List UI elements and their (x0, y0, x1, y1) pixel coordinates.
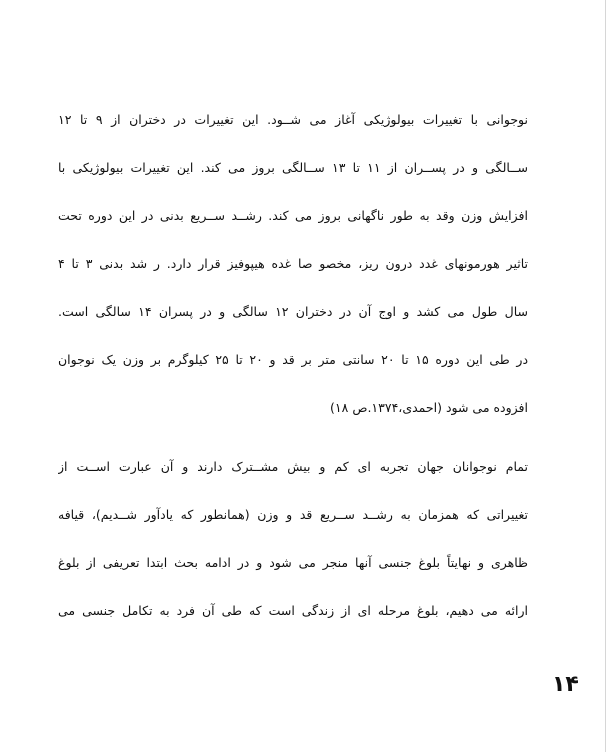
paragraph-line: ســالگی و در پســران از ۱۱ تا ۱۳ ســالگی بروز می کند. این تغییرات بیولوژیکی با (58, 160, 528, 175)
paragraph-line: تاثیر هورمونهای غدد درون ریز، مخصو صا غده هیپوفیز قرار دارد. ر شد بدنی ۳ تا ۴ (58, 256, 528, 271)
paragraph-physical-growth (58, 111, 528, 447)
paragraph-line: در طی این دوره ۱۵ تا ۲۰ سانتی متر بر قد و ۲۰ تا ۲۵ کیلوگرم بر وزن یک نوجوان (58, 352, 528, 367)
paragraph-line: ارائه می دهیم، بلوغ مرحله ای از زندگی است که طی آن فرد به تکامل جنسی می (58, 603, 528, 618)
page-number: ۱۴ (552, 672, 579, 697)
paragraph-puberty (58, 458, 528, 650)
paragraph-line: افزایش وزن وقد به طور ناگهانی بروز می کند. رشــد ســریع بدنی در این دوره تحت (58, 208, 528, 223)
paragraph-line: سال طول می کشد و اوج آن در دختران ۱۲ سالگی و در پسران ۱۴ سالگی است. (58, 304, 528, 319)
paragraph-line: تغییراتی که همزمان به رشــد ســریع قد و وزن (همانطور که یادآور شــدیم)، قیافه (58, 507, 528, 522)
paragraph-line: ظاهری و نهایتاً بلوغ جنسی آنها منجر می شود و در ادامه بحث ابتدا تعریفی از بلوغ (58, 555, 528, 570)
paragraph-line: افزوده می شود (احمدی،۱۳۷۴.ص ۱۸) (330, 400, 528, 415)
paragraph-line: تمام نوجوانان جهان تجربه ای کم و بیش مشــترک دارند و آن عبارت اســت از (58, 459, 528, 474)
paragraph-line: نوجوانی با تغییرات بیولوژیکی آغاز می شــود. این تغییرات در دختران از ۹ تا ۱۲ (58, 112, 528, 127)
